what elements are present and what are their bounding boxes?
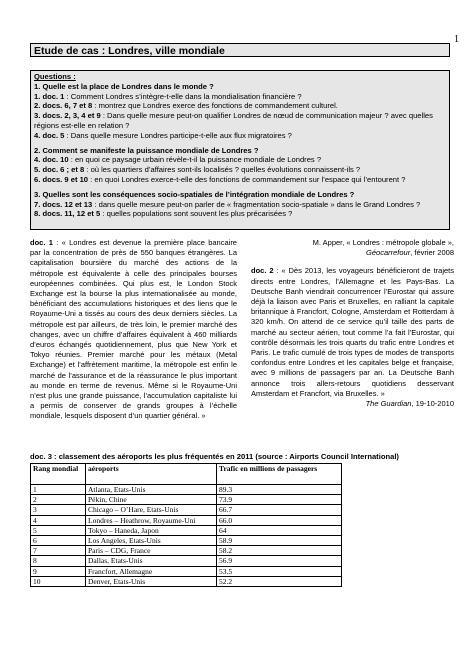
question-section-3 xyxy=(34,190,446,219)
question-text: : en quoi Londres exerce-t-elle des fonctions de commandement sur l’espace qui l’entourent ? xyxy=(88,174,406,184)
question-section-1 xyxy=(34,82,446,141)
page-title: Etude de cas : Londres, ville mondiale xyxy=(30,43,450,57)
cell-rank: 3 xyxy=(31,505,86,515)
doc1-label: doc. 1 xyxy=(30,238,53,247)
cell-traffic: 66.0 xyxy=(217,515,342,525)
cell-airport: Paris – CDG, France xyxy=(86,546,217,556)
cell-rank: 7 xyxy=(31,546,86,556)
table-row xyxy=(31,495,342,505)
cell-rank: 8 xyxy=(31,556,86,566)
question-item xyxy=(34,111,446,131)
cell-traffic: 73.9 xyxy=(217,495,342,505)
cell-rank: 6 xyxy=(31,536,86,546)
section-heading: 1. Quelle est la place de Londres dans le monde ? xyxy=(34,81,214,91)
table-header-row xyxy=(31,464,342,485)
table-row xyxy=(31,566,342,576)
doc-column-right xyxy=(251,238,454,409)
question-item xyxy=(34,155,446,165)
col-header-airport: aéroports xyxy=(86,464,217,485)
question-ref: 3. docs. 2, 3, 4 et 9 xyxy=(34,111,101,121)
cell-airport: Pékin, Chine xyxy=(86,495,217,505)
doc1-text xyxy=(30,238,237,422)
doc1-source-date: , février 2008 xyxy=(410,248,454,258)
cell-traffic: 66.7 xyxy=(217,505,342,515)
question-text: : en quoi ce paysage urbain révèle-t-il la puissance mondiale de Londres ? xyxy=(68,155,322,165)
cell-rank: 5 xyxy=(31,525,86,535)
question-item xyxy=(34,165,446,175)
doc2-text xyxy=(251,266,454,399)
question-ref: 1. doc. 1 xyxy=(34,91,65,101)
question-ref: 6. docs. 9 et 10 xyxy=(34,174,89,184)
doc1-body: : « Londres est devenue la première place bancaire par la concentration de près de 550 banques étrangères. La capitalisation boursière du marché des actions de la métropole est équivalente à celle des principales bourses européennes combinées. Qui plus est, le London Stock Exchange est la bourse la plus internationalisée au monde, bénéficiant des accumulations historiques et des liens que le Royaume-Uni a tissés au cours des deux derniers siècles. La métropole est par ailleurs, de très loin, le premier marché des changes, avec un chiffre d’affaires équivalent à 460 milliards d’euros échangés quotidiennement, plus que New York et Tokyo réunies. Premier marché pour les métaux (Metal Exchange) et l’affrètement maritime, la métropole est enfin le marché de l’assurance et de la réassurance le plus important au monde en terme de revenus. Même si le Royaume-Uni n’est plus une grande puissance, l’accumulation capitaliste lui a permis de conserver de grands groupes à l’échelle mondiale, lesquels disposent d’un quartier général. » xyxy=(30,238,237,421)
doc2-source-date: , 19-10-2010 xyxy=(411,399,454,409)
question-text: : Comment Londres s’intègre-t-elle dans la mondialisation financière ? xyxy=(64,91,302,101)
cell-airport: Chicago – O’Hare, Etats-Unis xyxy=(86,505,217,515)
doc1-source xyxy=(251,238,454,258)
doc1-source-author: M. Apper, « Londres : métropole globale », xyxy=(312,238,454,247)
cell-rank: 10 xyxy=(31,576,86,586)
question-item xyxy=(34,200,446,210)
question-ref: 7. docs. 12 et 13 xyxy=(34,199,93,209)
section-heading: 2. Comment se manifeste la puissance mondiale de Londres ? xyxy=(34,145,259,155)
doc3-caption: doc. 3 : classement des aéroports les plus fréquentés en 2011 (source : Airports Council International) xyxy=(30,452,399,461)
cell-traffic: 56.9 xyxy=(217,556,342,566)
question-item xyxy=(34,92,446,102)
question-ref: 4. doc. 10 xyxy=(34,155,69,165)
cell-rank: 2 xyxy=(31,495,86,505)
cell-airport: Tokyo – Haneda, Japon xyxy=(86,525,217,535)
cell-traffic: 52.2 xyxy=(217,576,342,586)
cell-rank: 4 xyxy=(31,515,86,525)
question-ref: 5. doc. 6 ; et 8 xyxy=(34,165,85,175)
airports-table xyxy=(30,463,342,587)
section-heading: 3. Quelles sont les conséquences socio-spatiales de l’intégration mondiale de Londres ? xyxy=(34,189,355,199)
doc2-label: doc. 2 xyxy=(251,266,274,276)
cell-rank: 1 xyxy=(31,485,86,495)
cell-traffic: 89.3 xyxy=(217,485,342,495)
questions-box xyxy=(30,70,450,230)
table-row xyxy=(31,576,342,586)
question-item xyxy=(34,131,446,141)
doc2-body: : « Dès 2013, les voyageurs bénéficieront de trajets directs entre Londres, l’Allemagne et les Pays-Bas. La Deutsche Banh viendrait concurrencer l’Eurostar qui assure déjà la liaison avec Paris et Bruxelles, en ralliant la capitale britannique à Francfort, Cologne, Amsterdam et Rotterdam à 320 km/h. On attend de ce service qu’il taille des parts de marché au secteur aérien, tout comme l’a fait l’Eurostar, qui contrôle désormais les trois quarts du trafic entre Londres et Paris. Le trafic cumulé de trois types de modes de transports confondus entre Londres et les capitales belge et française, avec 9 millions de passagers par an. La Deutsche Banh annonce trois allers-retours quotidiens desservant Amsterdam et Francfort, via Bruxelles. » xyxy=(251,266,454,398)
cell-traffic: 64 xyxy=(217,525,342,535)
doc2-source xyxy=(251,399,454,409)
cell-traffic: 53.5 xyxy=(217,566,342,576)
questions-label: Questions : xyxy=(34,72,76,81)
table-row xyxy=(31,546,342,556)
cell-airport: Los Angeles, Etats-Unis xyxy=(86,536,217,546)
cell-traffic: 58.2 xyxy=(217,546,342,556)
table-row xyxy=(31,485,342,495)
table-row xyxy=(31,525,342,535)
question-text: : quelles populations sont souvent les plus précarisées ? xyxy=(100,209,293,219)
question-text: : dans quelle mesure peut-on parler de « fragmentation socio-spatiale » dans le Grand Londres ? xyxy=(92,199,421,209)
doc1-source-pub: Géocarrefour xyxy=(366,248,411,258)
question-item xyxy=(34,209,446,219)
cell-airport: Dallas, Etats-Unis xyxy=(86,556,217,566)
cell-rank: 9 xyxy=(31,566,86,576)
question-item xyxy=(34,175,446,185)
cell-airport: Atlanta, Etats-Unis xyxy=(86,485,217,495)
cell-airport: Denver, Etats-Unis xyxy=(86,576,217,586)
question-text: : où les quartiers d’affaires sont-ils localisés ? quelles évolutions connaissent-ils ? xyxy=(84,165,361,175)
col-header-rank: Rang mondial xyxy=(31,464,86,485)
doc2-source-pub: The Guardian xyxy=(365,399,412,409)
question-text: : Dans quelle mesure peut-on qualifier Londres de nœud de communication majeur ? avec quelles régions est-elle en relation ? xyxy=(34,111,433,130)
col-header-traffic: Trafic en millions de passagers xyxy=(217,464,342,485)
question-ref: 4. doc. 5 xyxy=(34,130,65,140)
cell-traffic: 58.9 xyxy=(217,536,342,546)
page-number: 1 xyxy=(454,34,459,45)
cell-airport: Londres – Heathrow, Royaume-Uni xyxy=(86,515,217,525)
table-row xyxy=(31,536,342,546)
table-row xyxy=(31,515,342,525)
question-ref: 2. docs. 6, 7 et 8 xyxy=(34,101,93,111)
question-text: : montrez que Londres exerce des fonctions de commandement culturel. xyxy=(92,101,338,111)
cell-airport: Francfort, Allemagne xyxy=(86,566,217,576)
question-item xyxy=(34,101,446,111)
question-ref: 8. docs. 11, 12 et 5 xyxy=(34,209,101,219)
table-row xyxy=(31,505,342,515)
question-text: : Dans quelle mesure Londres participe-t-elle aux flux migratoires ? xyxy=(64,130,292,140)
question-section-2 xyxy=(34,146,446,185)
table-row xyxy=(31,556,342,566)
